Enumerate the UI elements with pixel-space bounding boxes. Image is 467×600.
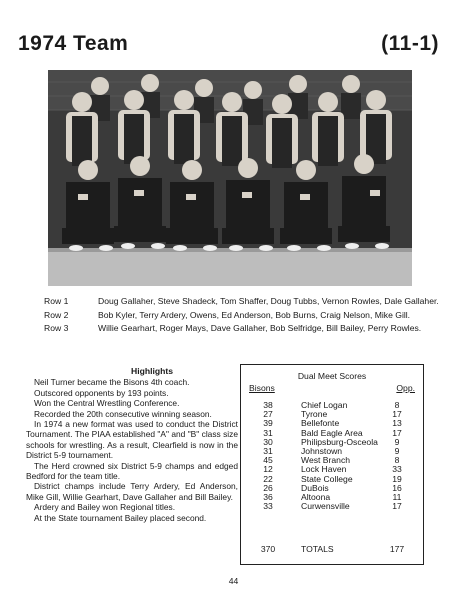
page-number: 44	[228, 576, 239, 586]
opponent-score: 17	[392, 427, 402, 438]
highlights-section	[26, 366, 238, 523]
highlight-paragraph: Outscored opponents by 193 points.	[34, 387, 169, 398]
totals-label: TOTALS	[301, 544, 334, 554]
row-label: Row 3	[44, 323, 69, 333]
opponent-score: 19	[392, 473, 402, 484]
opponent-name: State College	[301, 473, 353, 484]
opponent-name: Bald Eagle Area	[301, 427, 363, 438]
opponent-score: 16	[392, 482, 402, 493]
bisons-score: 33	[263, 501, 273, 512]
highlight-paragraph: Recorded the 20th consecutive winning season.	[34, 408, 212, 419]
highlight-paragraph: In 1974 a new format was used to conduct the District Tournament. The PIAA established "A" and "B" class size schools for wrestling. As a result, Clearfield is now in the District 5-9 tournament.	[26, 419, 238, 461]
opponent-name: Tyrone	[301, 409, 328, 420]
dual-meet-header	[249, 383, 415, 395]
opponent-score: 33	[392, 464, 402, 475]
bisons-total: 370	[260, 544, 276, 554]
row-label: Row 1	[44, 296, 69, 306]
roster-row	[44, 296, 444, 307]
roster-row	[44, 310, 444, 321]
row-label: Row 2	[44, 309, 69, 320]
totals-row	[249, 544, 415, 554]
opponent-name: Curwensville	[301, 501, 350, 512]
meet-row	[249, 401, 415, 410]
opponent-score: 8	[394, 400, 400, 410]
meet-row	[249, 475, 415, 484]
bisons-score: 38	[263, 400, 273, 410]
bisons-score: 26	[263, 482, 273, 493]
bisons-column-header: Bisons	[249, 383, 275, 393]
roster-rows	[44, 296, 444, 337]
opponent-name: DuBois	[301, 482, 329, 493]
bisons-score: 39	[263, 418, 273, 429]
opponent-score: 8	[394, 455, 400, 466]
row-names: Bob Kyler, Terry Ardery, Owens, Ed Anderson, Bob Burns, Craig Nelson, Mike Gill.	[98, 309, 411, 320]
bisons-score: 36	[263, 491, 273, 502]
highlight-paragraph: Neil Turner became the Bisons 4th coach.	[34, 377, 190, 388]
bisons-score: 45	[263, 455, 273, 466]
team-record: (11-1)	[381, 32, 439, 55]
opponent-name: Philipsburg-Osceola	[301, 436, 378, 447]
row-names: Doug Gallaher, Steve Shadeck, Tom Shaffer, Doug Tubbs, Vernon Rowles, Dale Gallaher.	[98, 296, 439, 306]
opponent-name: Bellefonte	[301, 418, 340, 429]
roster-row	[44, 323, 444, 334]
bisons-score: 31	[263, 445, 273, 456]
opponent-total: 177	[389, 544, 405, 554]
highlight-paragraph: At the State tournament Bailey placed second.	[34, 512, 207, 523]
dual-meet-title: Dual Meet Scores	[297, 371, 367, 381]
opponent-score: 17	[392, 409, 402, 420]
opponent-score: 13	[392, 418, 402, 429]
bisons-score: 30	[263, 436, 273, 447]
highlight-paragraph: The Herd crowned six District 5-9 champs and edged Bedford for the team title.	[26, 460, 238, 482]
dual-meet-scores-box	[240, 364, 424, 565]
opponent-name: Johnstown	[301, 445, 343, 456]
opponent-score: 9	[394, 445, 400, 456]
team-photo	[48, 70, 412, 286]
row-names: Willie Gearhart, Roger Mays, Dave Gallaher, Bob Selfridge, Bill Bailey, Perry Rowles.	[98, 323, 422, 333]
page-title: 1974 Team	[18, 32, 129, 55]
opponent-score: 11	[392, 491, 402, 502]
meet-row	[249, 484, 415, 493]
highlight-paragraph: District champs include Terry Ardery, Ed Anderson, Mike Gill, Willie Gearhart, Dave Gallaher and Bill Bailey.	[26, 481, 238, 502]
opponent-name: West Branch	[301, 455, 351, 466]
bisons-score: 31	[263, 427, 273, 438]
bisons-score: 27	[263, 409, 273, 420]
opponent-score: 17	[392, 501, 402, 512]
bisons-score: 12	[263, 464, 273, 475]
highlights-title: Highlights	[130, 366, 173, 376]
dual-meet-list	[249, 401, 415, 511]
highlight-paragraph: Ardery and Bailey won Regional titles.	[34, 502, 176, 513]
highlight-paragraph: Won the Central Wrestling Conference.	[34, 398, 180, 409]
meet-row	[249, 502, 415, 511]
opponent-name: Lock Haven	[301, 464, 347, 475]
opponent-column-header: Opp.	[396, 383, 415, 393]
opponent-score: 9	[394, 436, 400, 447]
opponent-name: Chief Logan	[301, 400, 348, 410]
bisons-score: 22	[263, 473, 273, 484]
opponent-name: Altoona	[301, 491, 331, 502]
